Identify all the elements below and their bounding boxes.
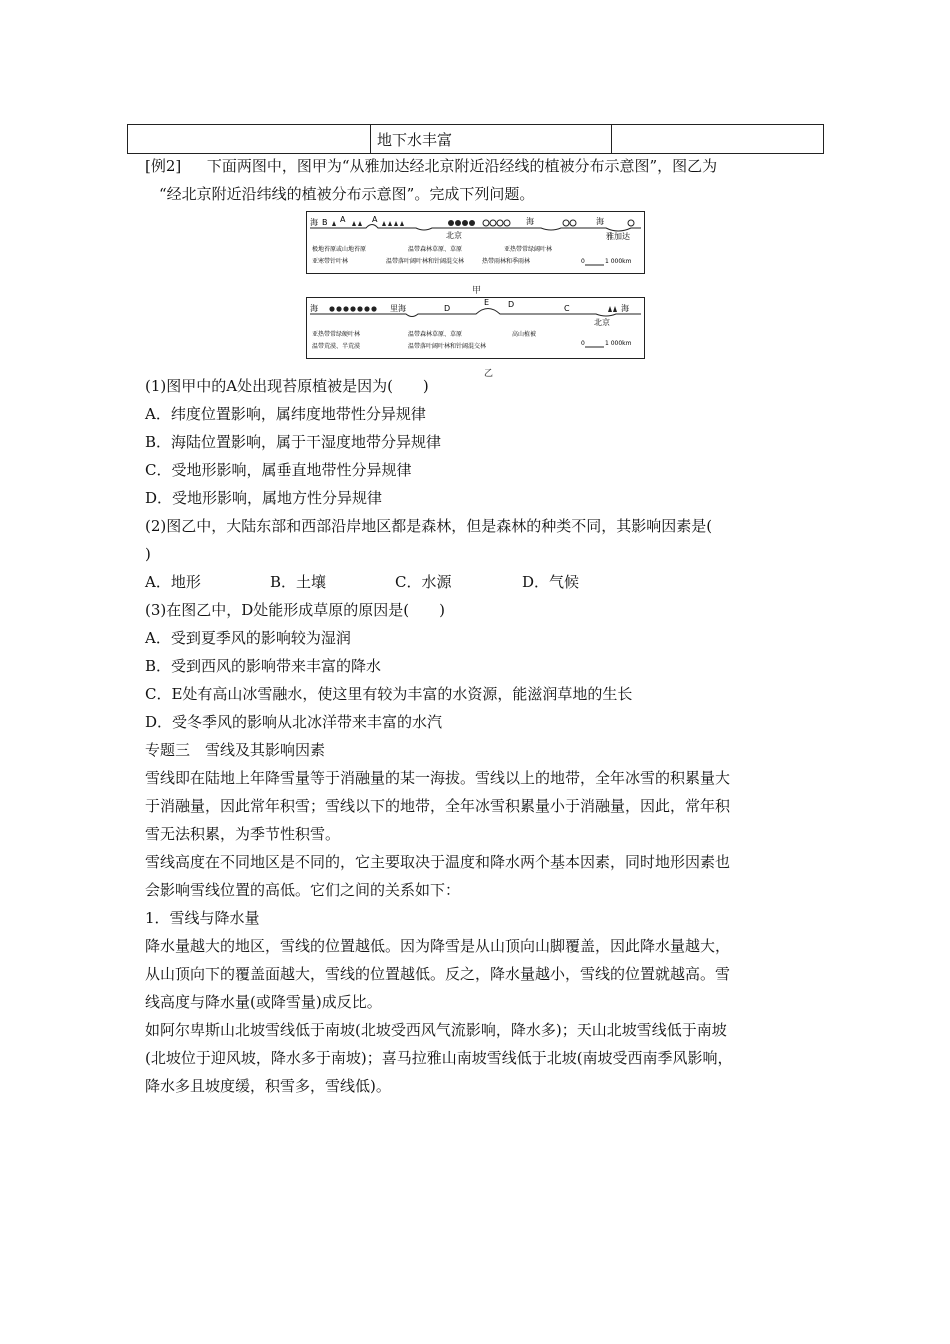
legend-item: 热带雨林和季雨林 xyxy=(482,258,531,265)
table-cell: 地下水丰富 xyxy=(371,125,612,154)
label-sea: 海 xyxy=(526,217,534,226)
table-cell xyxy=(128,125,371,154)
example-intro-line: “经北京附近沿纬线的植被分布示意图”。完成下列问题。 xyxy=(159,185,535,203)
label-sea: 海 xyxy=(596,217,604,226)
scale-zero: 0 xyxy=(581,258,585,265)
q3-option: A．受到夏季风的影响较为湿润 xyxy=(145,629,351,647)
q2-option: A．地形 xyxy=(145,573,201,591)
q2-stem: (2)图乙中，大陆东部和西部沿岸地区都是森林，但是森林的种类不同，其影响因素是( xyxy=(145,517,713,535)
table-cell xyxy=(612,125,824,154)
paragraph-line: 降水多且坡度缓，积雪多，雪线低)。 xyxy=(145,1077,391,1095)
label-jakarta: 雅加达 xyxy=(606,232,630,241)
figure-jia-svg xyxy=(306,211,645,274)
label-sea: 海 xyxy=(621,304,629,313)
label-a: A xyxy=(340,215,346,224)
top-table xyxy=(127,124,824,154)
table-row xyxy=(128,125,824,154)
legend-item: 温带落叶阔叶林和针阔混交林 xyxy=(408,343,487,350)
label-c: C xyxy=(564,304,570,313)
label-e: E xyxy=(484,298,490,307)
q3-option: B．受到西风的影响带来丰富的降水 xyxy=(145,657,382,675)
paragraph-line: 于消融量，因此常年积雪；雪线以下的地带，全年冰雪积累量小于消融量，因此，常年积 xyxy=(145,797,731,815)
example-text: 下面两图中，图甲为“从雅加达经北京附近沿经线的植被分布示意图”，图乙为 xyxy=(206,157,718,175)
example-label: [例2] xyxy=(145,157,182,175)
q3-option: D．受冬季风的影响从北冰洋带来丰富的水汽 xyxy=(145,713,443,731)
figure-yi-caption: 乙 xyxy=(484,369,494,379)
paragraph-line: 雪线即在陆地上年降雪量等于消融量的某一海拔。雪线以上的地带，全年冰雪的积累量大 xyxy=(145,769,731,787)
paragraph-line: (北坡位于迎风坡，降水多于南坡)；喜马拉雅山南坡雪线低于北坡(南坡受西南季风影响， xyxy=(145,1049,733,1067)
topic-title: 专题三 雪线及其影响因素 xyxy=(145,741,326,759)
q2-option: D．气候 xyxy=(522,573,580,591)
label-sea: 海 xyxy=(310,218,318,227)
q2-option: B．土壤 xyxy=(270,573,327,591)
label-a: A xyxy=(372,215,378,224)
scale-label: 1 000km xyxy=(605,340,632,347)
scale-label: 1 000km xyxy=(605,258,632,265)
legend-item: 温带森林草原、草原 xyxy=(408,331,463,338)
q2-stem: ) xyxy=(145,545,151,563)
label-sea: 海 xyxy=(310,304,318,313)
paragraph-line: 如阿尔卑斯山北坡雪线低于南坡(北坡受西风气流影响，降水多)；天山北坡雪线低于南坡 xyxy=(145,1021,727,1039)
q2-options xyxy=(145,568,810,596)
legend-item: 温带森林草原、草原 xyxy=(408,246,463,253)
label-d: D xyxy=(508,300,515,309)
q1-option: C．受地形影响，属垂直地带性分异规律 xyxy=(145,461,412,479)
q2-option: C．水源 xyxy=(395,573,452,591)
q1-option: A．纬度位置影响，属纬度地带性分异规律 xyxy=(145,405,426,423)
example-intro xyxy=(145,152,810,208)
paragraph-line: 降水量越大的地区，雪线的位置越低。因为降雪是从山顶向山脚覆盖，因此降水量越大， xyxy=(145,937,731,955)
q3-stem: (3)在图乙中，D处能形成草原的原因是( ) xyxy=(145,601,445,619)
legend-item: 亚热带常绿硬叶林 xyxy=(312,331,361,338)
paragraph-line: 雪线高度在不同地区是不同的，它主要取决于温度和降水两个基本因素，同时地形因素也 xyxy=(145,853,731,871)
label-d: D xyxy=(444,304,451,313)
legend-item: 亚热带常绿阔叶林 xyxy=(504,246,553,253)
label-caspian: 里海 xyxy=(390,304,406,313)
paragraph-line: 会影响雪线位置的高低。它们之间的关系如下： xyxy=(145,881,461,899)
legend-item: 温带荒漠、半荒漠 xyxy=(312,343,361,350)
example-intro-line xyxy=(145,152,810,180)
figure-jia-caption: 甲 xyxy=(472,286,482,296)
paragraph-line: 线高度与降水量(或降雪量)成反比。 xyxy=(145,993,382,1011)
legend-item: 亚寒带针叶林 xyxy=(312,258,349,265)
figure-yi-svg xyxy=(306,297,645,359)
q1-stem: (1)图甲中的A处出现苔原植被是因为( ) xyxy=(145,377,429,395)
paragraph-line: 雪无法积累，为季节性积雪。 xyxy=(145,825,341,843)
label-beijing: 北京 xyxy=(594,318,610,327)
q3-option: C．E处有高山冰雪融水，使这里有较为丰富的水资源，能滋润草地的生长 xyxy=(145,685,633,703)
figure-yi xyxy=(306,297,645,359)
paragraph-line: 从山顶向下的覆盖面越大，雪线的位置越低。反之，降水量越小，雪线的位置就越高。雪 xyxy=(145,965,731,983)
legend-item: 温带落叶阔叶林和针阔混交林 xyxy=(386,258,465,265)
label-b: B xyxy=(322,218,328,227)
figure-jia xyxy=(306,211,645,274)
q1-option: B．海陆位置影响，属于干湿度地带分异规律 xyxy=(145,433,442,451)
subheading: 1．雪线与降水量 xyxy=(145,909,260,927)
scale-zero: 0 xyxy=(581,340,585,347)
label-beijing: 北京 xyxy=(446,231,462,240)
questions-block xyxy=(145,372,810,1100)
legend-item: 高山植被 xyxy=(512,331,537,338)
legend-item: 极地苔原或山地苔原 xyxy=(312,246,367,253)
q1-option: D．受地形影响，属地方性分异规律 xyxy=(145,489,383,507)
